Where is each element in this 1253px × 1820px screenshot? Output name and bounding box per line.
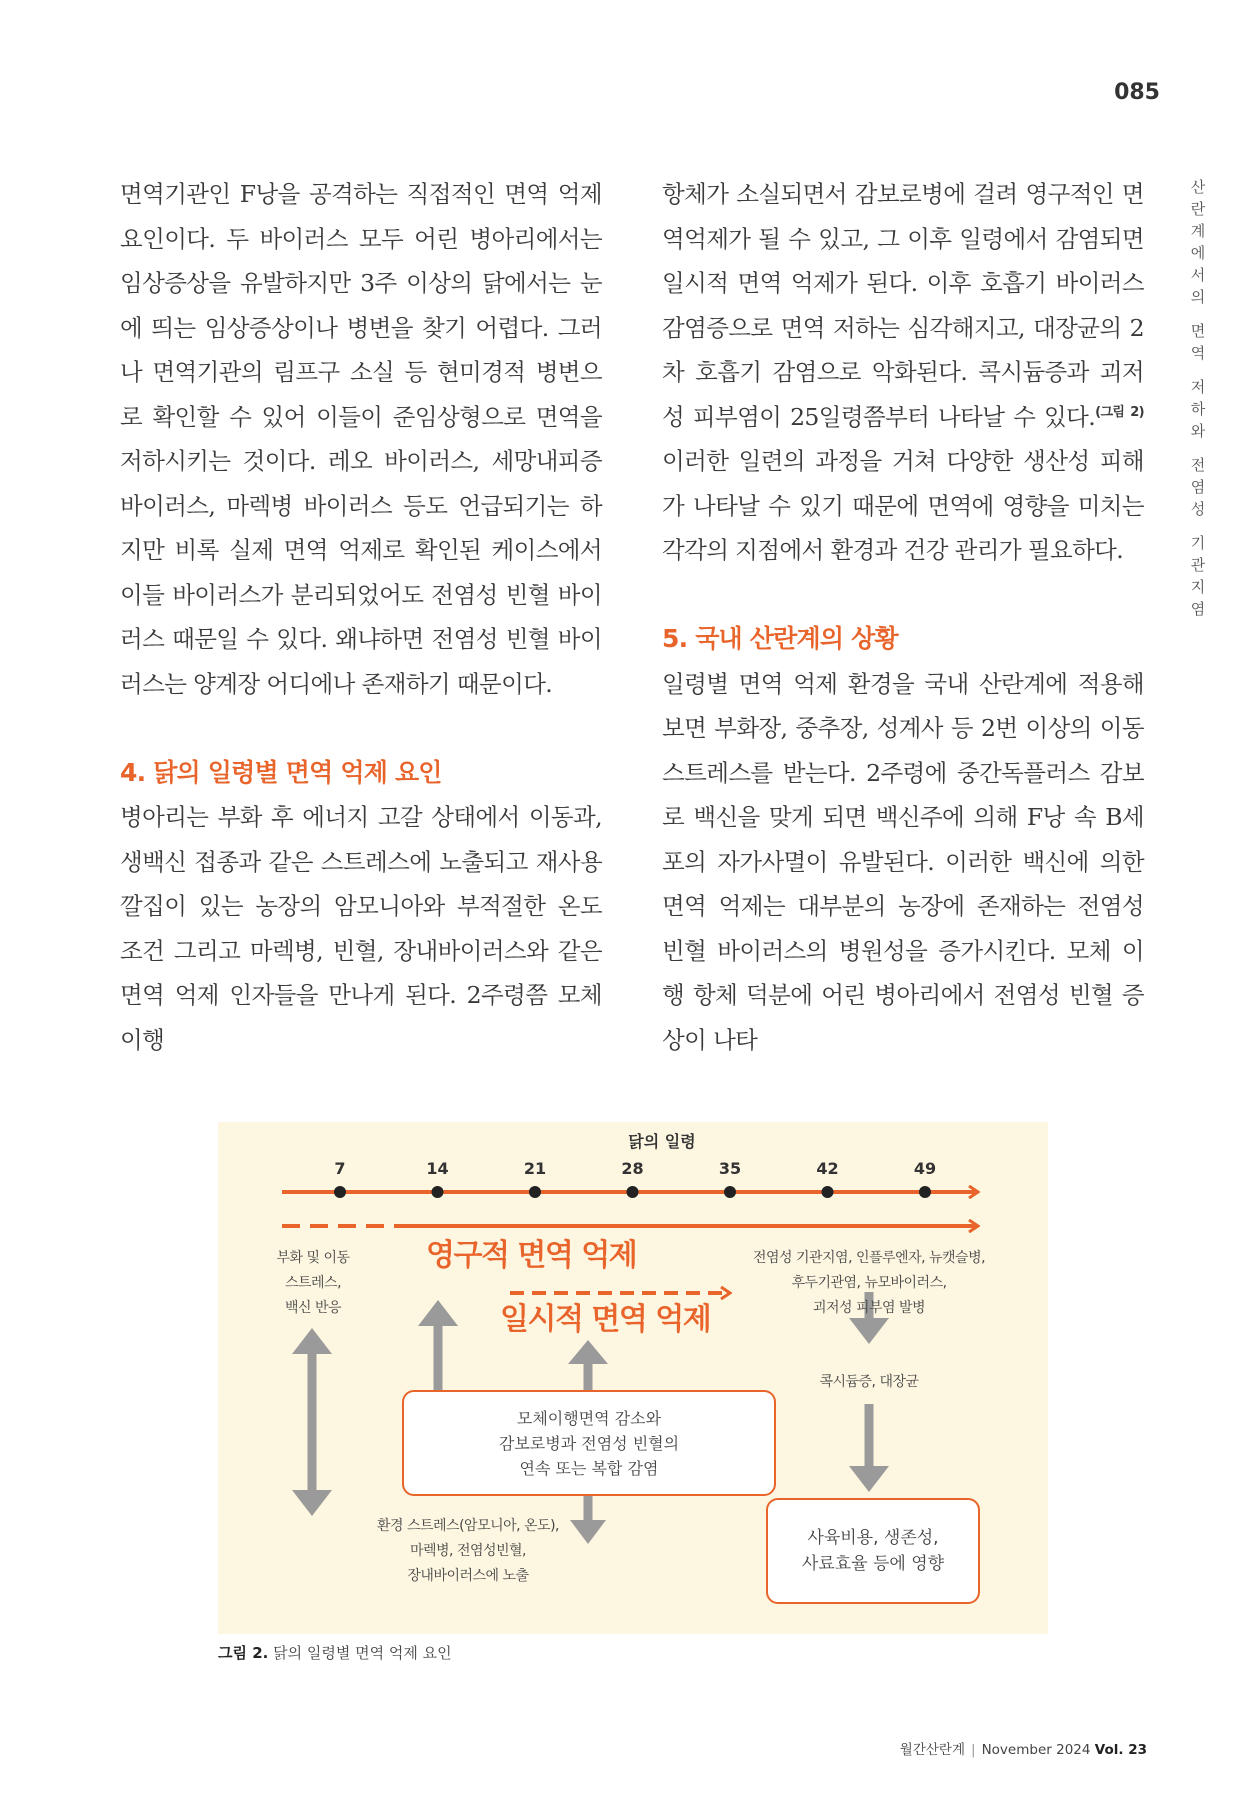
paragraph xyxy=(662,172,1144,573)
side-title-char: 산 xyxy=(1190,178,1206,196)
side-title-char: 기 xyxy=(1190,534,1206,552)
timeline-tick-dot xyxy=(919,1186,931,1198)
paragraph: 일령별 면역 억제 환경을 국내 산란계에 적용해 보면 부화장, 중추장, 성계사 등 2번 이상의 이동 스트레스를 받는다. 2주령에 중간독플러스 감보로 백신을 맞게 되면 백신주에 의해 F낭 속 B세포의 자가사멸이 유발된다. 이러한 백신에 의한 면역 억제는 대부분의 농장에 존재하는 전염성 빈혈 바이러스의 병원성을 증가시킨다. 모체 이행 항체 덕분에 어린 병아리에서 전염성 빈혈 증상이 나타 xyxy=(662,669,1144,1054)
side-title-char: 서 xyxy=(1190,266,1206,284)
section-heading: 5. 국내 산란계의 상황 xyxy=(662,624,898,653)
side-title-char: 지 xyxy=(1190,578,1206,596)
caption-label: 그림 2. xyxy=(218,1644,269,1662)
volume-number: Vol. 23 xyxy=(1094,1742,1147,1758)
stress-double-arrow xyxy=(292,1328,332,1516)
paragraph-text: 이러한 일련의 과정을 거쳐 다양한 생산성 피해가 나타날 수 있기 때문에 면역에 영향을 미치는 각각의 지점에서 환경과 건강 관리가 필요하다. xyxy=(662,447,1144,564)
figure-diagram xyxy=(218,1122,1048,1634)
section-heading: 4. 닭의 일령별 면역 억제 요인 xyxy=(120,757,442,787)
side-title-char: 에 xyxy=(1190,244,1206,262)
side-title-char: 와 xyxy=(1190,422,1206,440)
permanent-up-arrow xyxy=(418,1300,458,1390)
timeline-tick-label: 42 xyxy=(816,1159,839,1178)
resp-line: 후두기관염, 뉴모바이러스, xyxy=(791,1275,947,1291)
timeline-tick-label: 14 xyxy=(426,1159,449,1178)
side-title-char: 면 xyxy=(1190,322,1206,340)
page-footer: 월간산란계 | November 2024 Vol. 23 xyxy=(899,1742,1147,1758)
side-running-title xyxy=(1186,176,1210,620)
resp-line: 괴저성 피부염 발병 xyxy=(812,1300,926,1316)
permanent-immunosuppression-label: 영구적 면역 억제 xyxy=(426,1238,637,1273)
side-title-char: 염 xyxy=(1190,478,1206,496)
timeline-tick-dot xyxy=(822,1186,834,1198)
timeline-tick-label: 28 xyxy=(621,1159,644,1178)
timeline-tick-dot xyxy=(529,1186,541,1198)
left-column xyxy=(120,172,602,1062)
timeline-tick-label: 21 xyxy=(523,1159,547,1178)
caption-text: 닭의 일령별 면역 억제 요인 xyxy=(273,1644,452,1662)
stress-line: 부화 및 이동 xyxy=(276,1250,350,1266)
env-line: 환경 스트레스(암모니아, 온도), xyxy=(376,1518,559,1534)
side-title-char: 계 xyxy=(1190,222,1206,240)
page-number: 085 xyxy=(1114,80,1160,105)
magazine-name: 월간산란계 xyxy=(899,1742,966,1758)
timeline-tick-dot xyxy=(724,1186,736,1198)
timeline-tick-label: 49 xyxy=(913,1159,937,1178)
axis-title: 닭의 일령 xyxy=(628,1132,696,1151)
side-title-char xyxy=(1186,520,1210,532)
timeline-tick-dot xyxy=(627,1186,639,1198)
side-title-char: 전 xyxy=(1190,456,1206,474)
issue-date: November 2024 xyxy=(981,1742,1091,1758)
side-title-char: 란 xyxy=(1190,200,1206,218)
side-title-char: 저 xyxy=(1190,378,1206,396)
resp-line: 전염성 기관지염, 인플루엔자, 뉴캣슬병, xyxy=(752,1250,986,1266)
side-title-char: 성 xyxy=(1190,500,1206,518)
figure-reference: (그림 2) xyxy=(1095,404,1144,420)
side-title-char: 염 xyxy=(1190,600,1206,618)
box-line: 모체이행면역 감소와 xyxy=(516,1408,662,1428)
box-line: 감보로병과 전염성 빈혈의 xyxy=(498,1433,680,1453)
productivity-impact-box xyxy=(766,1498,980,1604)
cocci-down-arrow xyxy=(849,1404,889,1492)
box-line: 연속 또는 복합 감염 xyxy=(519,1458,659,1478)
env-line: 마렉병, 전염성빈혈, xyxy=(409,1543,527,1559)
side-title-char xyxy=(1186,442,1210,454)
stress-line: 백신 반응 xyxy=(284,1300,342,1316)
side-title-char: 하 xyxy=(1190,400,1206,418)
side-title-char: 역 xyxy=(1190,344,1206,362)
timeline-tick-label: 7 xyxy=(334,1159,346,1178)
timeline-tick-dot xyxy=(432,1186,444,1198)
stress-line: 스트레스, xyxy=(284,1275,342,1291)
coccidiosis-label: 콕시듐증, 대장균 xyxy=(819,1374,919,1390)
paragraph-text: 항체가 소실되면서 감보로병에 걸려 영구적인 면역억제가 될 수 있고, 그 이후 일령에서 감염되면 일시적 면역 억제가 된다. 이후 호흡기 바이러스 감염증으로 면역 저하는 심각해지고, 대장균의 2차 호흡기 감염으로 악화된다. 콕시듐증과 괴저성 피부염이 25일령쯤부터 나타날 수 있다. xyxy=(662,180,1144,431)
paragraph: 병아리는 부화 후 에너지 고갈 상태에서 이동과, 생백신 접종과 같은 스트레스에 노출되고 재사용 깔집이 있는 농장의 암모니아와 부적절한 온도 조건 그리고 마렉병, 빈혈, 장내바이러스와 같은 면역 억제 인자들을 만나게 된다. 2주령쯤 모체이행 xyxy=(120,803,602,1054)
box-line: 사육비용, 생존성, xyxy=(807,1528,939,1548)
stress-label xyxy=(248,1246,378,1321)
side-title-char: 관 xyxy=(1190,556,1206,574)
respiratory-disease-label xyxy=(738,1246,1000,1321)
right-column xyxy=(662,172,1144,1062)
timeline-tick-label: 35 xyxy=(718,1159,742,1178)
env-line: 장내바이러스에 노출 xyxy=(407,1568,529,1584)
paragraph: 면역기관인 F낭을 공격하는 직접적인 면역 억제 요인이다. 두 바이러스 모두 어린 병아리에서는 임상증상을 유발하지만 3주 이상의 닭에서는 눈에 띄는 임상증상이나 병변을 찾기 어렵다. 그러나 면역기관의 림프구 소실 등 현미경적 병변으로 확인할 수 있어 이들이 준임상형으로 면역을 저하시키는 것이다. 레오 바이러스, 세망내피증 바이러스, 마렉병 바이러스 등도 언급되기는 하지만 비록 실제 면역 억제로 확인된 케이스에서 이들 바이러스가 분리되었어도 전염성 빈혈 바이러스 때문일 수 있다. 왜냐하면 전염성 빈혈 바이러스는 양계장 어디에나 존재하기 때문이다. xyxy=(120,180,602,698)
maternal-immunity-box xyxy=(402,1390,776,1496)
environment-stress-label xyxy=(363,1514,573,1589)
side-title-char xyxy=(1186,308,1210,320)
timeline-tick-dot xyxy=(334,1186,346,1198)
temporary-up-arrow xyxy=(568,1340,608,1390)
side-title-char: 의 xyxy=(1190,288,1206,306)
figure-caption xyxy=(218,1642,452,1663)
temporary-immunosuppression-label: 일시적 면역 억제 xyxy=(500,1302,711,1337)
box-line: 사료효율 등에 영향 xyxy=(801,1554,945,1574)
side-title-char xyxy=(1186,364,1210,376)
